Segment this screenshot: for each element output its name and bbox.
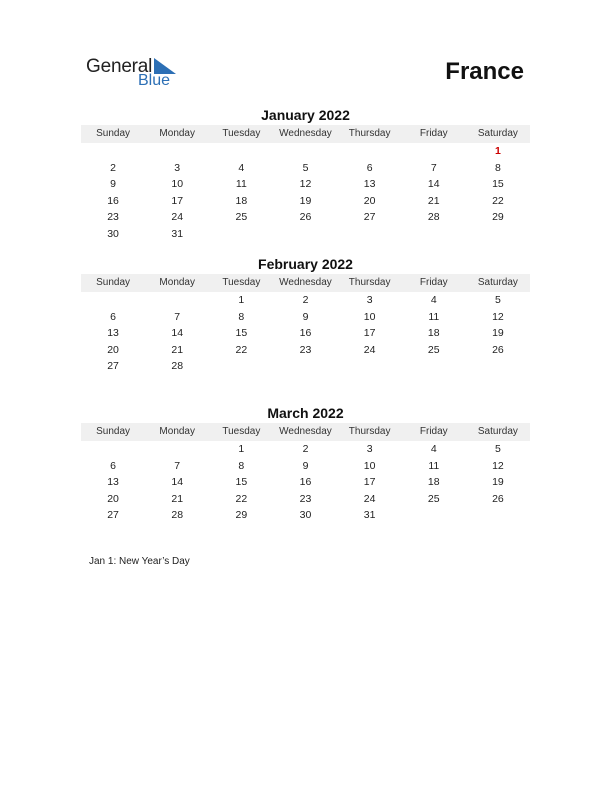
- day-cell: 11: [235, 178, 247, 191]
- day-cell: 19: [492, 327, 504, 340]
- day-cell: 23: [299, 492, 312, 505]
- day-cell: 29: [492, 211, 504, 224]
- week-row: [81, 226, 530, 243]
- day-cell: [81, 143, 145, 160]
- day-cell: 17: [363, 476, 376, 489]
- day-cell: 7: [174, 459, 181, 472]
- day-cell: 8: [494, 161, 501, 174]
- day-cell: 17: [363, 327, 376, 340]
- day-cell: 21: [171, 343, 184, 356]
- day-cell: 21: [171, 492, 184, 505]
- day-cell: [209, 226, 273, 243]
- day-cell: 27: [363, 211, 376, 224]
- week-row: [81, 176, 530, 193]
- week-row: [81, 143, 530, 160]
- weekday-header-row: [81, 274, 530, 292]
- week-row: [81, 160, 530, 177]
- day-cell: 20: [363, 194, 376, 207]
- day-cell: 10: [171, 178, 184, 191]
- weekday-label: Monday: [159, 277, 195, 288]
- day-cell: [402, 143, 466, 160]
- day-cell: 31: [171, 227, 184, 240]
- day-cell: 27: [107, 360, 119, 373]
- day-cell: 4: [430, 294, 437, 306]
- day-cell: [209, 358, 273, 375]
- day-cell: 14: [427, 178, 440, 191]
- day-cell: 24: [363, 492, 376, 505]
- month-february: [81, 255, 530, 375]
- day-cell: 10: [363, 310, 376, 323]
- day-cell: 31: [363, 509, 376, 522]
- day-cell: [273, 226, 337, 243]
- month-march: [81, 404, 530, 524]
- day-cell: 26: [492, 343, 504, 356]
- month-january: [81, 106, 530, 243]
- country-title: France: [445, 58, 524, 85]
- day-cell: 18: [427, 327, 440, 340]
- day-cell: 2: [302, 443, 309, 455]
- day-cell: [145, 292, 209, 309]
- day-cell: 18: [235, 194, 248, 207]
- weekday-label: Wednesday: [279, 277, 332, 288]
- day-cell: 9: [110, 178, 116, 191]
- day-cell: 13: [107, 476, 119, 489]
- day-cell: 27: [107, 509, 119, 522]
- day-cell: 7: [174, 310, 181, 323]
- day-cell: 19: [492, 476, 504, 489]
- day-cell: [402, 226, 466, 243]
- day-cell: 20: [107, 492, 119, 505]
- day-cell: 11: [428, 310, 440, 323]
- day-cell: 22: [235, 492, 248, 505]
- day-cell: 25: [427, 492, 440, 505]
- day-cell: 3: [174, 161, 181, 174]
- day-cell: 14: [171, 327, 184, 340]
- day-cell: 4: [238, 161, 245, 174]
- holiday-day-cell: 1: [494, 145, 501, 157]
- week-row: [81, 325, 530, 342]
- day-cell: [338, 226, 402, 243]
- week-row: [81, 458, 530, 475]
- day-cell: 17: [171, 194, 184, 207]
- generalblue-logo: [86, 56, 186, 90]
- day-cell: 16: [299, 327, 312, 340]
- week-row: [81, 507, 530, 524]
- weekday-header-row: [81, 125, 530, 143]
- day-cell: 12: [492, 310, 504, 323]
- weekday-label: Sunday: [96, 277, 131, 288]
- day-cell: [209, 143, 273, 160]
- day-cell: 24: [171, 211, 184, 224]
- day-cell: 30: [107, 227, 119, 240]
- day-cell: 23: [299, 343, 312, 356]
- weekday-label: Tuesday: [222, 426, 261, 437]
- day-cell: 2: [110, 161, 116, 174]
- day-cell: [466, 358, 530, 375]
- weekday-label: Tuesday: [222, 277, 261, 288]
- day-cell: 8: [238, 310, 245, 323]
- day-cell: 13: [363, 178, 376, 191]
- day-cell: [145, 143, 209, 160]
- day-cell: 22: [235, 343, 248, 356]
- day-cell: [466, 507, 530, 524]
- weekday-header-row: [81, 423, 530, 441]
- weekday-label: Saturday: [477, 128, 518, 139]
- weekday-label: Saturday: [477, 277, 518, 288]
- weekday-label: Wednesday: [279, 426, 332, 437]
- week-row: [81, 441, 530, 458]
- week-row: [81, 309, 530, 326]
- weekday-label: Sunday: [96, 426, 131, 437]
- week-row: [81, 209, 530, 226]
- day-cell: [81, 441, 145, 458]
- weekday-label: Friday: [419, 128, 448, 139]
- week-row: [81, 292, 530, 309]
- day-cell: 28: [171, 509, 184, 522]
- week-row: [81, 193, 530, 210]
- weekday-label: Thursday: [348, 277, 391, 288]
- day-cell: [338, 358, 402, 375]
- day-cell: 16: [107, 194, 119, 207]
- day-cell: 13: [107, 327, 119, 340]
- month-title: January 2022: [261, 107, 350, 123]
- week-row: [81, 358, 530, 375]
- weekday-label: Wednesday: [279, 128, 332, 139]
- day-cell: [402, 358, 466, 375]
- day-cell: 16: [299, 476, 312, 489]
- day-cell: 25: [427, 343, 440, 356]
- day-cell: 3: [366, 443, 373, 455]
- day-cell: 7: [430, 161, 437, 174]
- day-cell: 21: [427, 194, 440, 207]
- day-cell: 15: [492, 178, 504, 191]
- day-cell: 4: [430, 443, 437, 455]
- day-cell: 26: [492, 492, 504, 505]
- day-cell: 5: [494, 294, 501, 306]
- day-cell: [402, 507, 466, 524]
- day-cell: [145, 441, 209, 458]
- logo-general-text: General: [86, 56, 153, 77]
- day-cell: 12: [299, 178, 312, 191]
- weekday-label: Sunday: [96, 128, 131, 139]
- day-cell: 6: [110, 310, 116, 323]
- day-cell: 10: [363, 459, 376, 472]
- month-title: March 2022: [267, 405, 344, 421]
- weekday-label: Friday: [419, 277, 448, 288]
- day-cell: 20: [107, 343, 119, 356]
- holiday-notes: Jan 1: New Year’s Day: [89, 556, 190, 567]
- day-cell: 22: [492, 194, 504, 207]
- week-row: [81, 474, 530, 491]
- weekday-label: Tuesday: [222, 128, 261, 139]
- day-cell: [466, 226, 530, 243]
- day-cell: 6: [366, 161, 373, 174]
- month-title: February 2022: [258, 256, 353, 272]
- weekday-label: Monday: [159, 426, 195, 437]
- day-cell: 28: [171, 360, 184, 373]
- day-cell: [81, 292, 145, 309]
- day-cell: 3: [366, 294, 373, 306]
- day-cell: 28: [427, 211, 440, 224]
- day-cell: [273, 143, 337, 160]
- day-cell: 11: [428, 459, 440, 472]
- day-cell: 9: [302, 459, 309, 472]
- day-cell: 6: [110, 459, 116, 472]
- day-cell: 1: [238, 443, 245, 455]
- day-cell: 23: [107, 211, 119, 224]
- day-cell: 26: [299, 211, 312, 224]
- day-cell: [273, 358, 337, 375]
- day-cell: 15: [235, 476, 248, 489]
- day-cell: 24: [363, 343, 376, 356]
- day-cell: 18: [427, 476, 440, 489]
- weekday-label: Thursday: [348, 426, 391, 437]
- weekday-label: Monday: [159, 128, 195, 139]
- day-cell: 2: [302, 294, 309, 306]
- day-cell: 5: [494, 443, 501, 455]
- week-row: [81, 491, 530, 508]
- day-cell: 25: [235, 211, 248, 224]
- weekday-label: Saturday: [477, 426, 518, 437]
- day-cell: 19: [299, 194, 312, 207]
- week-row: [81, 342, 530, 359]
- day-cell: 5: [302, 161, 309, 174]
- day-cell: 9: [302, 310, 309, 323]
- logo-blue-text: Blue: [138, 72, 171, 89]
- day-cell: 8: [238, 459, 245, 472]
- day-cell: 29: [235, 509, 248, 522]
- day-cell: [338, 143, 402, 160]
- weekday-label: Friday: [419, 426, 448, 437]
- day-cell: 30: [299, 509, 312, 522]
- day-cell: 12: [492, 459, 504, 472]
- day-cell: 1: [238, 294, 245, 306]
- day-cell: 14: [171, 476, 184, 489]
- weekday-label: Thursday: [348, 128, 391, 139]
- day-cell: 15: [235, 327, 248, 340]
